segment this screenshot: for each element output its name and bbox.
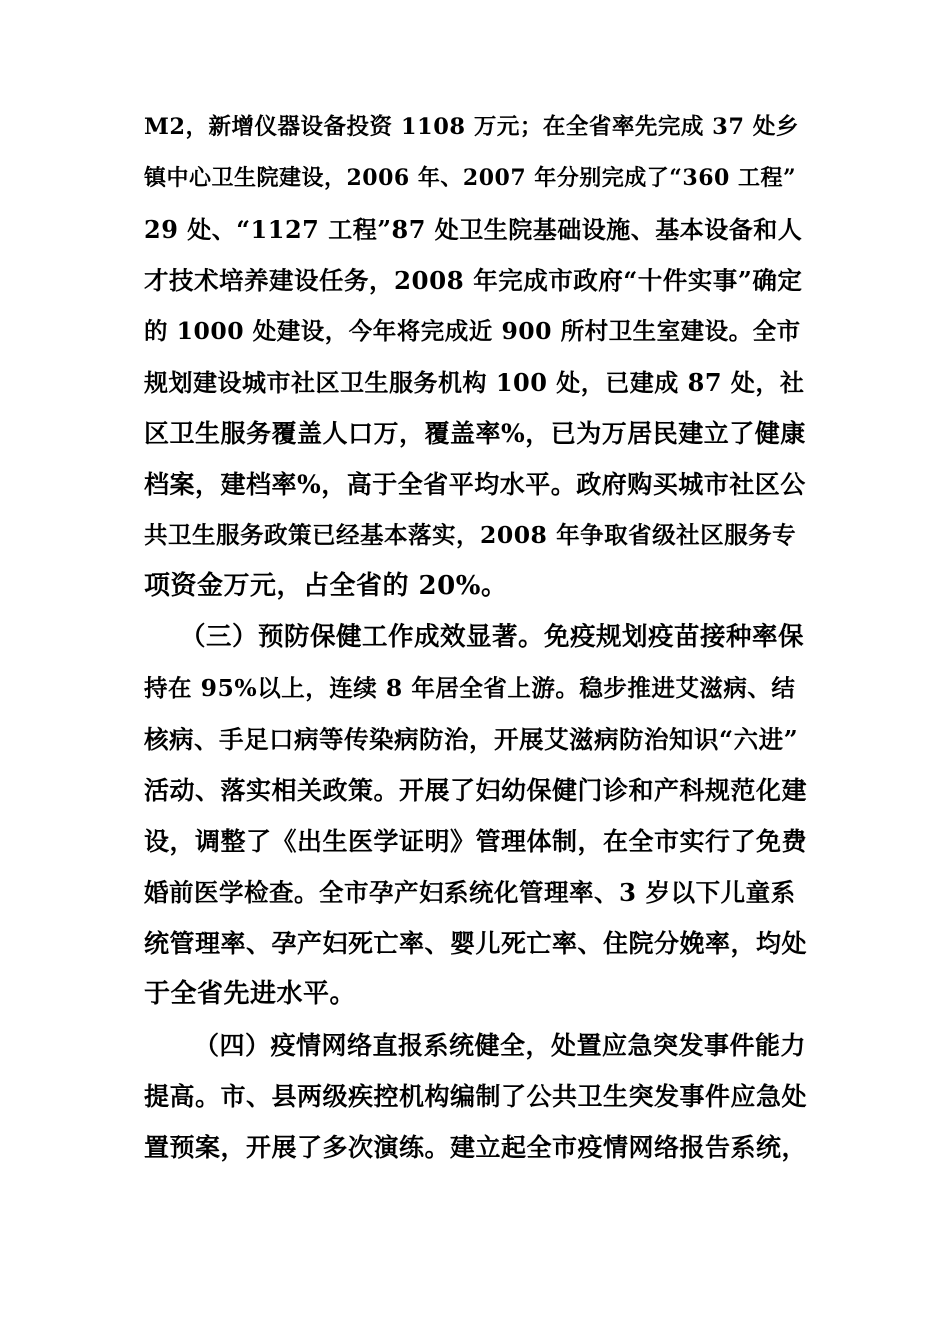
text-line: 活动、落实相关政策。开展了妇幼保健门诊和产科规范化建 — [144, 776, 808, 805]
text-line: 于全省先进水平。 — [144, 979, 357, 1009]
text-line: 镇中心卫生院建设，2006 年、2007 年分别完成了“360 工程” — [144, 165, 797, 191]
text-line: 持在 95%以上，连续 8 年居全省上游。稳步推进艾滋病、结 — [144, 674, 796, 702]
text-line: 置预案，开展了多次演练。建立起全市疫情网络报告系统， — [144, 1133, 808, 1162]
text-line: 才技术培养建设任务，2008 年完成市政府“十件实事”确定 — [144, 266, 803, 295]
text-line: 核病、手足口病等传染病防治，开展艾滋病防治知识“六进” — [144, 725, 799, 754]
text-line: M2，新增仪器设备投资 1108 万元；在全省率先完成 37 处乡 — [144, 114, 799, 140]
text-line: 的 1000 处建设，今年将完成近 900 所村卫生室建设。全市 — [144, 317, 801, 345]
text-line: 婚前医学检查。全市孕产妇系统化管理率、3 岁以下儿童系 — [144, 878, 796, 907]
text-line: 29 处、“1127 工程”87 处卫生院基础设施、基本设备和人 — [144, 215, 803, 244]
text-line: （四）疫情网络直报系统健全，处置应急突发事件能力 — [194, 1031, 807, 1060]
paragraph-preventive-care — [144, 612, 808, 1020]
text-line: 设，调整了《出生医学证明》管理体制，在全市实行了免费 — [144, 827, 808, 856]
text-line: 规划建设城市社区卫生服务机构 100 处，已建成 87 处，社 — [144, 368, 805, 397]
paragraph-community-health — [144, 102, 808, 612]
text-line: 共卫生服务政策已经基本落实，2008 年争取省级社区服务专 — [144, 521, 797, 549]
text-line: 档案，建档率%，高于全省平均水平。政府购买城市社区公 — [144, 470, 806, 499]
text-line: 提高。市、县两级疾控机构编制了公共卫生突发事件应急处 — [144, 1082, 808, 1111]
text-line: 项资金万元，占全省的 20%。 — [144, 571, 508, 601]
paragraph-epidemic-reporting — [144, 1020, 808, 1173]
text-line: （三）预防保健工作成效显著。免疫规划疫苗接种率保 — [180, 622, 805, 652]
text-line: 统管理率、孕产妇死亡率、婴儿死亡率、住院分娩率，均处 — [144, 929, 808, 958]
text-line: 区卫生服务覆盖人口万，覆盖率%，已为万居民建立了健康 — [144, 419, 806, 448]
